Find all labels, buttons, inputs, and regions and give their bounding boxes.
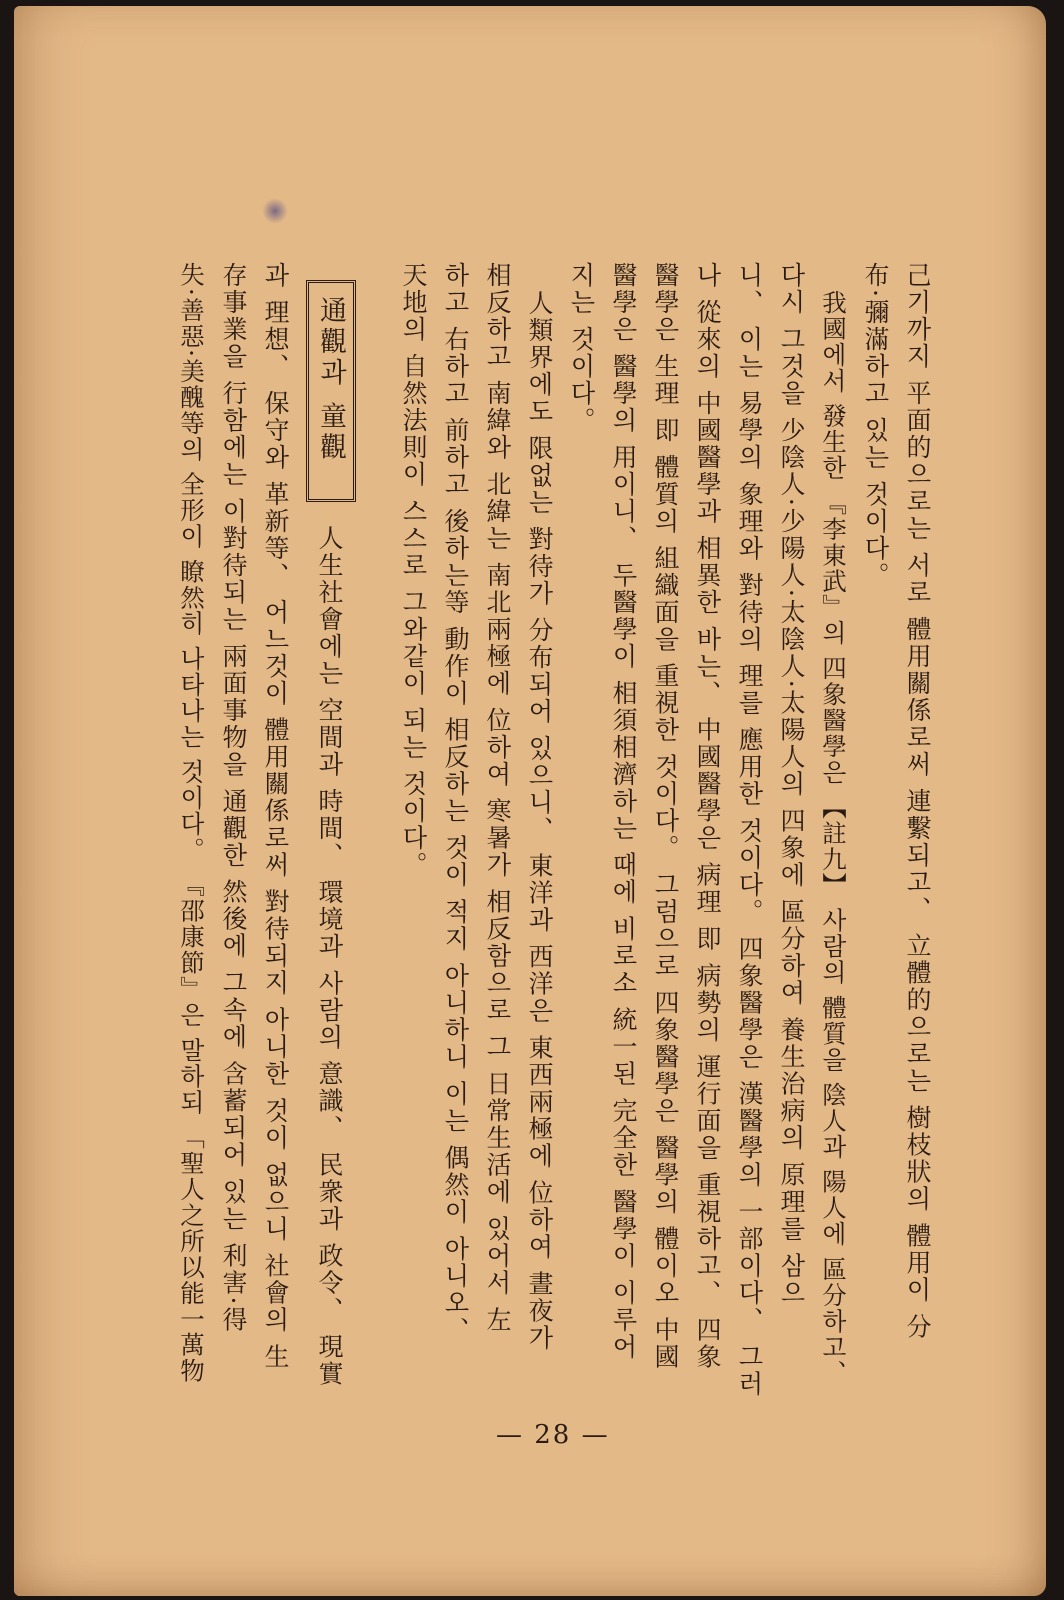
text-column-2: 布·彌滿하고 있는 것이다。 (861, 262, 890, 589)
text-column-13: 天地의 自然法則이 스스로 그와같이 되는 것이다。 (399, 262, 428, 879)
text-column-3: 我國에서 發生한 『李東武』의 四象醫學은 【註九】 사람의 體質을 陰人과 陽人에 區分하고、 (819, 290, 848, 1387)
text-column-10: 人類界에도 限없는 對待가 分布되어 있으니、 東洋과 西洋은 東西兩極에 位하여 晝夜가 (525, 290, 554, 1352)
page-number: — 28 — (496, 1420, 610, 1450)
text-column-9: 지는 것이다。 (567, 262, 596, 434)
text-column-17: 失·善惡·美醜等의 全形이 瞭然히 나타나는 것이다。 『邵康節』은 말하되 「聖人之所以能一萬物 (177, 262, 206, 1385)
text-column-8: 醫學은 醫學의 用이니、 두醫學이 相須相濟하는 때에 비로소 統一된 完全한 醫學이 이루어 (609, 262, 638, 1361)
text-column-5: 니、 이는 易學의 象理와 對待의 理를 應用한 것이다。 四象醫學은 漢醫學의 一部이다、 그러 (735, 262, 764, 1398)
text-column-12: 하고 右하고 前하고 後하는等 動作이 相反하는 것이 적지 아니하니 이는 偶然이 아니오、 (441, 262, 470, 1344)
text-column-7: 醫學은 生理 即 體質의 組織面을 重視한 것이다。 그럼으로 四象醫學은 醫學의 體이오 中國 (651, 262, 680, 1371)
section-heading: 通觀과 童觀 (315, 296, 346, 464)
text-column-6: 나 從來의 中國醫學과 相異한 바는、 中國醫學은 病理 即 病勢의 運行面을 重視하고、 四象 (693, 262, 722, 1371)
text-column-11: 相反하고 南緯와 北緯는 南北兩極에 位하여 寒暑가 相反함으로 그 日常生活에 있어서 左 (483, 262, 512, 1334)
ink-stain (262, 198, 288, 224)
text-column-1: 己기까지 平面的으로는 서로 體用關係로써 連繫되고、 立體的으로는 樹枝狀의 體用이 分 (903, 262, 932, 1341)
text-column-4: 다시 그것을 少陰人·少陽人·太陰人·太陽人의 四象에 區分하여 養生治病의 原理를 삼으 (777, 262, 806, 1307)
text-column-16: 存事業을 行함에는 이對待되는 兩面事物을 通觀한 然後에 그속에 含蓄되어 있는 利害·得 (219, 262, 248, 1334)
text-column-15: 과 理想、 保守와 革新等、 어느것이 體用關係로써 對待되지 아니한 것이 없으니 社會의 生 (261, 262, 290, 1371)
text-column-14: 人生社會에는 空間과 時間、 環境과 사람의 意識、 民衆과 政令、 現實 (315, 525, 344, 1388)
